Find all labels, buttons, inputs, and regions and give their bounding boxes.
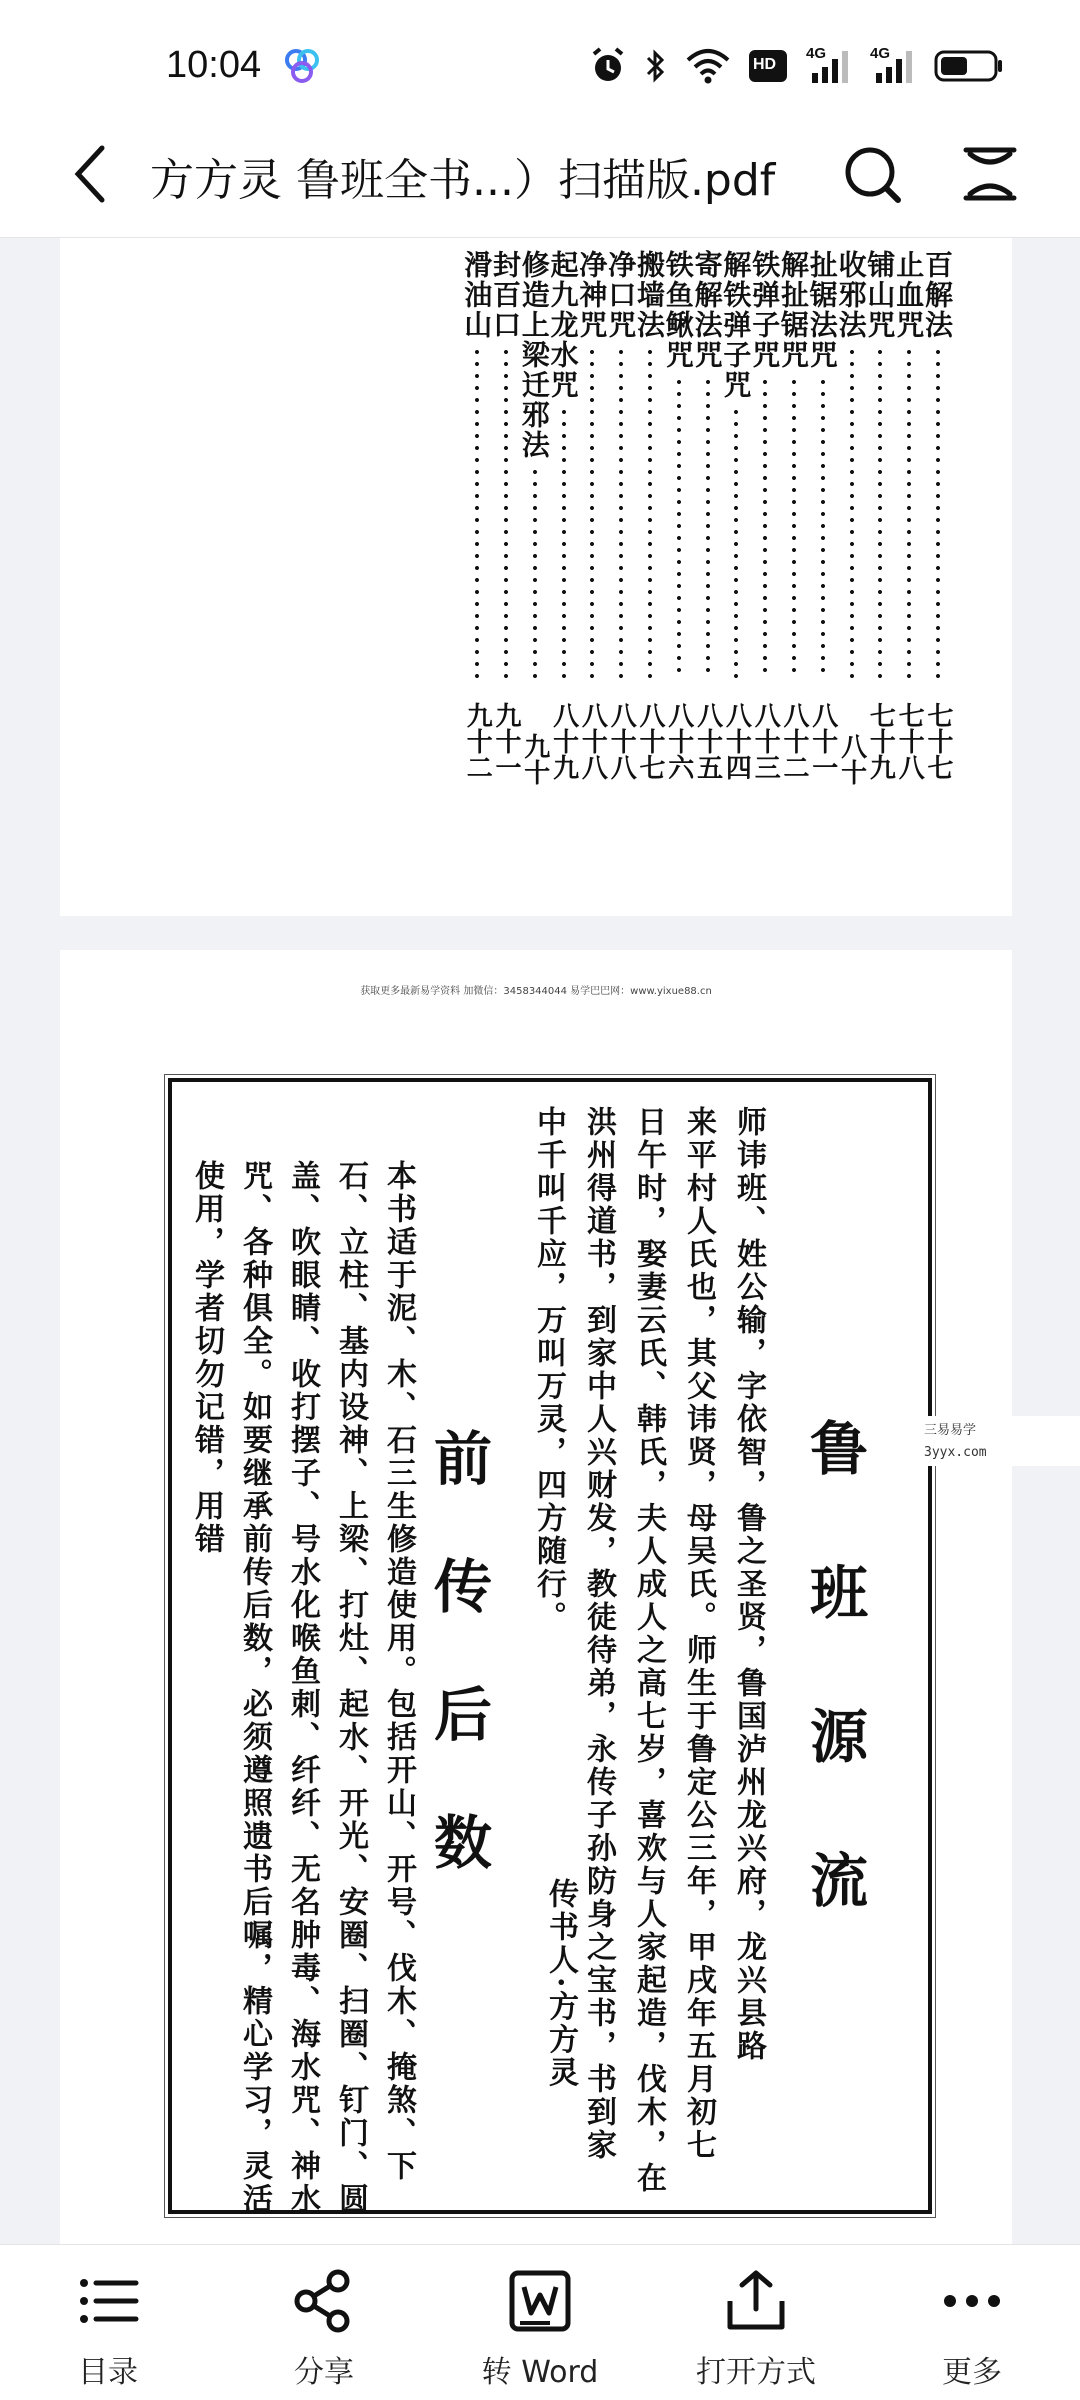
section-title-lineage-char: 源 — [810, 1703, 869, 1771]
toc-entry-page: 八十 — [836, 733, 867, 785]
toc-entry-page: 八十九 — [548, 702, 579, 780]
toc-entry-page: 九十二 — [462, 702, 493, 780]
open-with-label: 打开方式 — [696, 2355, 816, 2390]
toc-entry-page: 八十三 — [750, 702, 781, 780]
section-title-preface-char: 后 — [434, 1681, 493, 1749]
toc-entry-page: 八十四 — [721, 702, 752, 780]
toc-leader-dots — [618, 346, 624, 678]
toc-entry-title: 净口咒 — [604, 250, 638, 340]
section-title-lineage-char: 鲁 — [810, 1415, 869, 1483]
pdf-viewer[interactable] — [0, 238, 1080, 2244]
lineage-text-column: 来平村人氏也，其父讳贤，母吴氏。师生于鲁定公三年，甲戌年五月初七 — [681, 1106, 716, 2162]
toc-leader-dots — [791, 376, 797, 678]
search-icon — [840, 142, 904, 206]
toc-leader-dots — [474, 346, 480, 678]
section-title-preface-char: 前 — [434, 1425, 493, 1493]
more-icon — [938, 2267, 1006, 2335]
open-with-icon — [722, 2267, 790, 2335]
section-title-preface-char: 传 — [434, 1553, 493, 1621]
toc-entry-title: 铁弹子咒 — [748, 250, 782, 370]
status-icons — [590, 44, 1004, 88]
signal-icon-2: 4G — [870, 47, 916, 85]
word-icon — [506, 2267, 574, 2335]
toc-leader-dots — [503, 346, 509, 678]
toc-entry-page: 八十六 — [663, 702, 694, 780]
toc-leader-dots — [935, 346, 941, 678]
toc-button[interactable] — [0, 2245, 216, 2400]
convert-word-button[interactable] — [432, 2245, 648, 2400]
toc-entry-title: 收邪法 — [834, 250, 868, 340]
open-with-button[interactable] — [648, 2245, 864, 2400]
page-watermark: 获取更多最新易学资料 加微信：3458344044 易学巴巴网：www.yixue88.cn — [360, 986, 712, 997]
more-label: 更多 — [942, 2355, 1002, 2390]
wifi-icon — [686, 48, 730, 84]
toc-entry-title: 解扯锯咒 — [777, 250, 810, 370]
toc-entry-page: 七十八 — [894, 702, 925, 780]
share-icon — [290, 2267, 358, 2335]
collapse-icon — [960, 144, 1020, 204]
document-title: 方方灵 鲁班全书...）扫描版.pdf — [150, 155, 776, 206]
toc-entry-title: 铺山咒 — [863, 250, 897, 340]
preface-text-column: 石、立柱、基内设神、上梁、打灶、起水、开光、安圈、扫圈、钉门、圆 — [333, 1160, 368, 2216]
scan-frame — [168, 1078, 932, 2214]
toc-label: 目录 — [78, 2355, 138, 2390]
back-button[interactable] — [52, 136, 128, 212]
preface-text-column: 使用，学者切勿记错，用错 — [189, 1160, 224, 1556]
app-header — [0, 110, 1080, 238]
more-button[interactable] — [864, 2245, 1080, 2400]
convert-word-label: 转 Word — [481, 2355, 599, 2390]
toc-leader-dots — [589, 346, 595, 678]
list-icon — [74, 2267, 142, 2335]
status-time: 10:04 — [166, 44, 262, 86]
lineage-text-column: 洪州得道书，到家中人兴财发，教徒待弟，永传子孙防身之宝书，书到家 — [581, 1106, 616, 2162]
toc-entry-title: 寄解法咒 — [690, 250, 724, 370]
collapse-button[interactable] — [950, 134, 1030, 214]
toc-leader-dots — [906, 346, 912, 678]
toc-leader-dots — [762, 376, 768, 678]
back-arrow-icon — [70, 144, 110, 204]
toc-entry-title: 解铁弹子咒 — [719, 250, 753, 400]
toc-leader-dots — [877, 346, 883, 678]
toc-entry-page: 八十一 — [807, 702, 838, 780]
bluetooth-icon — [644, 46, 668, 86]
toc-leader-dots — [532, 466, 538, 678]
toc-entry-page: 八十八 — [606, 702, 637, 780]
toc-entry-title: 起九龙水咒 — [546, 250, 580, 400]
toc-entry-page: 七十九 — [865, 702, 896, 780]
toc-entry-title: 封百口 — [489, 250, 522, 340]
toc-leader-dots — [561, 406, 567, 678]
toc-entry-page: 八十七 — [635, 702, 665, 780]
toc-entry-title: 修造上梁迁邪法 — [517, 250, 551, 460]
toc-entry-page: 九十一 — [491, 702, 521, 780]
alarm-icon — [590, 46, 626, 86]
battery-icon — [934, 48, 1004, 84]
preface-text-column: 本书适于泥、木、石三生修造使用。包括开山、开号、伐木、掩煞、下 — [381, 1160, 416, 2183]
preface-text-column: 咒、各种俱全。如要继承前传后数，必须遵照遗书后嘱，精心学习，灵活 — [237, 1160, 272, 2216]
toc-leader-dots — [676, 376, 682, 678]
section-title-lineage-char: 班 — [810, 1559, 869, 1627]
toc-entry-page: 八十二 — [779, 702, 809, 780]
lineage-text-column: 日午时，娶妻云氏、韩氏，夫人成人之高七岁，喜欢与人家起造，伐木，在 — [631, 1106, 666, 2195]
signal-icon-1: 4G — [806, 47, 852, 85]
section-title-lineage-char: 流 — [810, 1847, 869, 1915]
share-button[interactable] — [216, 2245, 432, 2400]
toc-entry-page: 七十七 — [923, 702, 953, 780]
preface-text-column: 盖、吹眼睛、收打摆子、号水化喉鱼刺、纤纤、无名肿毒、海水咒、神水 — [285, 1160, 320, 2216]
toc-leader-dots — [705, 376, 711, 678]
toc-entry-page: 八十八 — [577, 702, 608, 780]
toc-leader-dots — [820, 376, 826, 678]
author-line: 传书人·方方灵 — [543, 1878, 578, 2090]
hd-icon: HD — [748, 49, 788, 83]
toc-entry-title: 净神咒 — [575, 250, 609, 340]
toc-entry-title: 止血咒 — [892, 250, 926, 340]
toc-entry-title: 铁鱼鳅咒 — [661, 250, 695, 370]
toc-entry-page: 八十五 — [692, 702, 723, 780]
lineage-text-column: 中千叫千应，万叫万灵，四方随行。 — [531, 1106, 566, 1634]
bottom-toolbar — [0, 2244, 1080, 2400]
toc-leader-dots — [647, 346, 653, 678]
toc-entry-page: 九十 — [519, 733, 550, 785]
toc-leader-dots — [733, 406, 739, 678]
side-watermark: 三易易学 3yyx.com — [920, 1416, 1080, 1466]
toc-entry-title: 扯锯法咒 — [805, 250, 839, 370]
toc-entry-title: 搬墙法 — [633, 250, 666, 340]
toc-entry-title: 滑油山 — [460, 250, 494, 340]
toc-entry-title: 百解法 — [921, 250, 954, 340]
share-label: 分享 — [294, 2355, 354, 2390]
section-title-preface-char: 数 — [434, 1809, 493, 1877]
lineage-text-column: 师讳班、姓公输，字依智，鲁之圣贤，鲁国泸州龙兴府，龙兴县路 — [731, 1106, 766, 2063]
toc-leader-dots — [849, 346, 855, 678]
search-button[interactable] — [832, 134, 912, 214]
pdf-page-toc — [60, 238, 1012, 916]
pdf-page-content — [60, 950, 1012, 2244]
app-notification-icon — [280, 44, 324, 88]
